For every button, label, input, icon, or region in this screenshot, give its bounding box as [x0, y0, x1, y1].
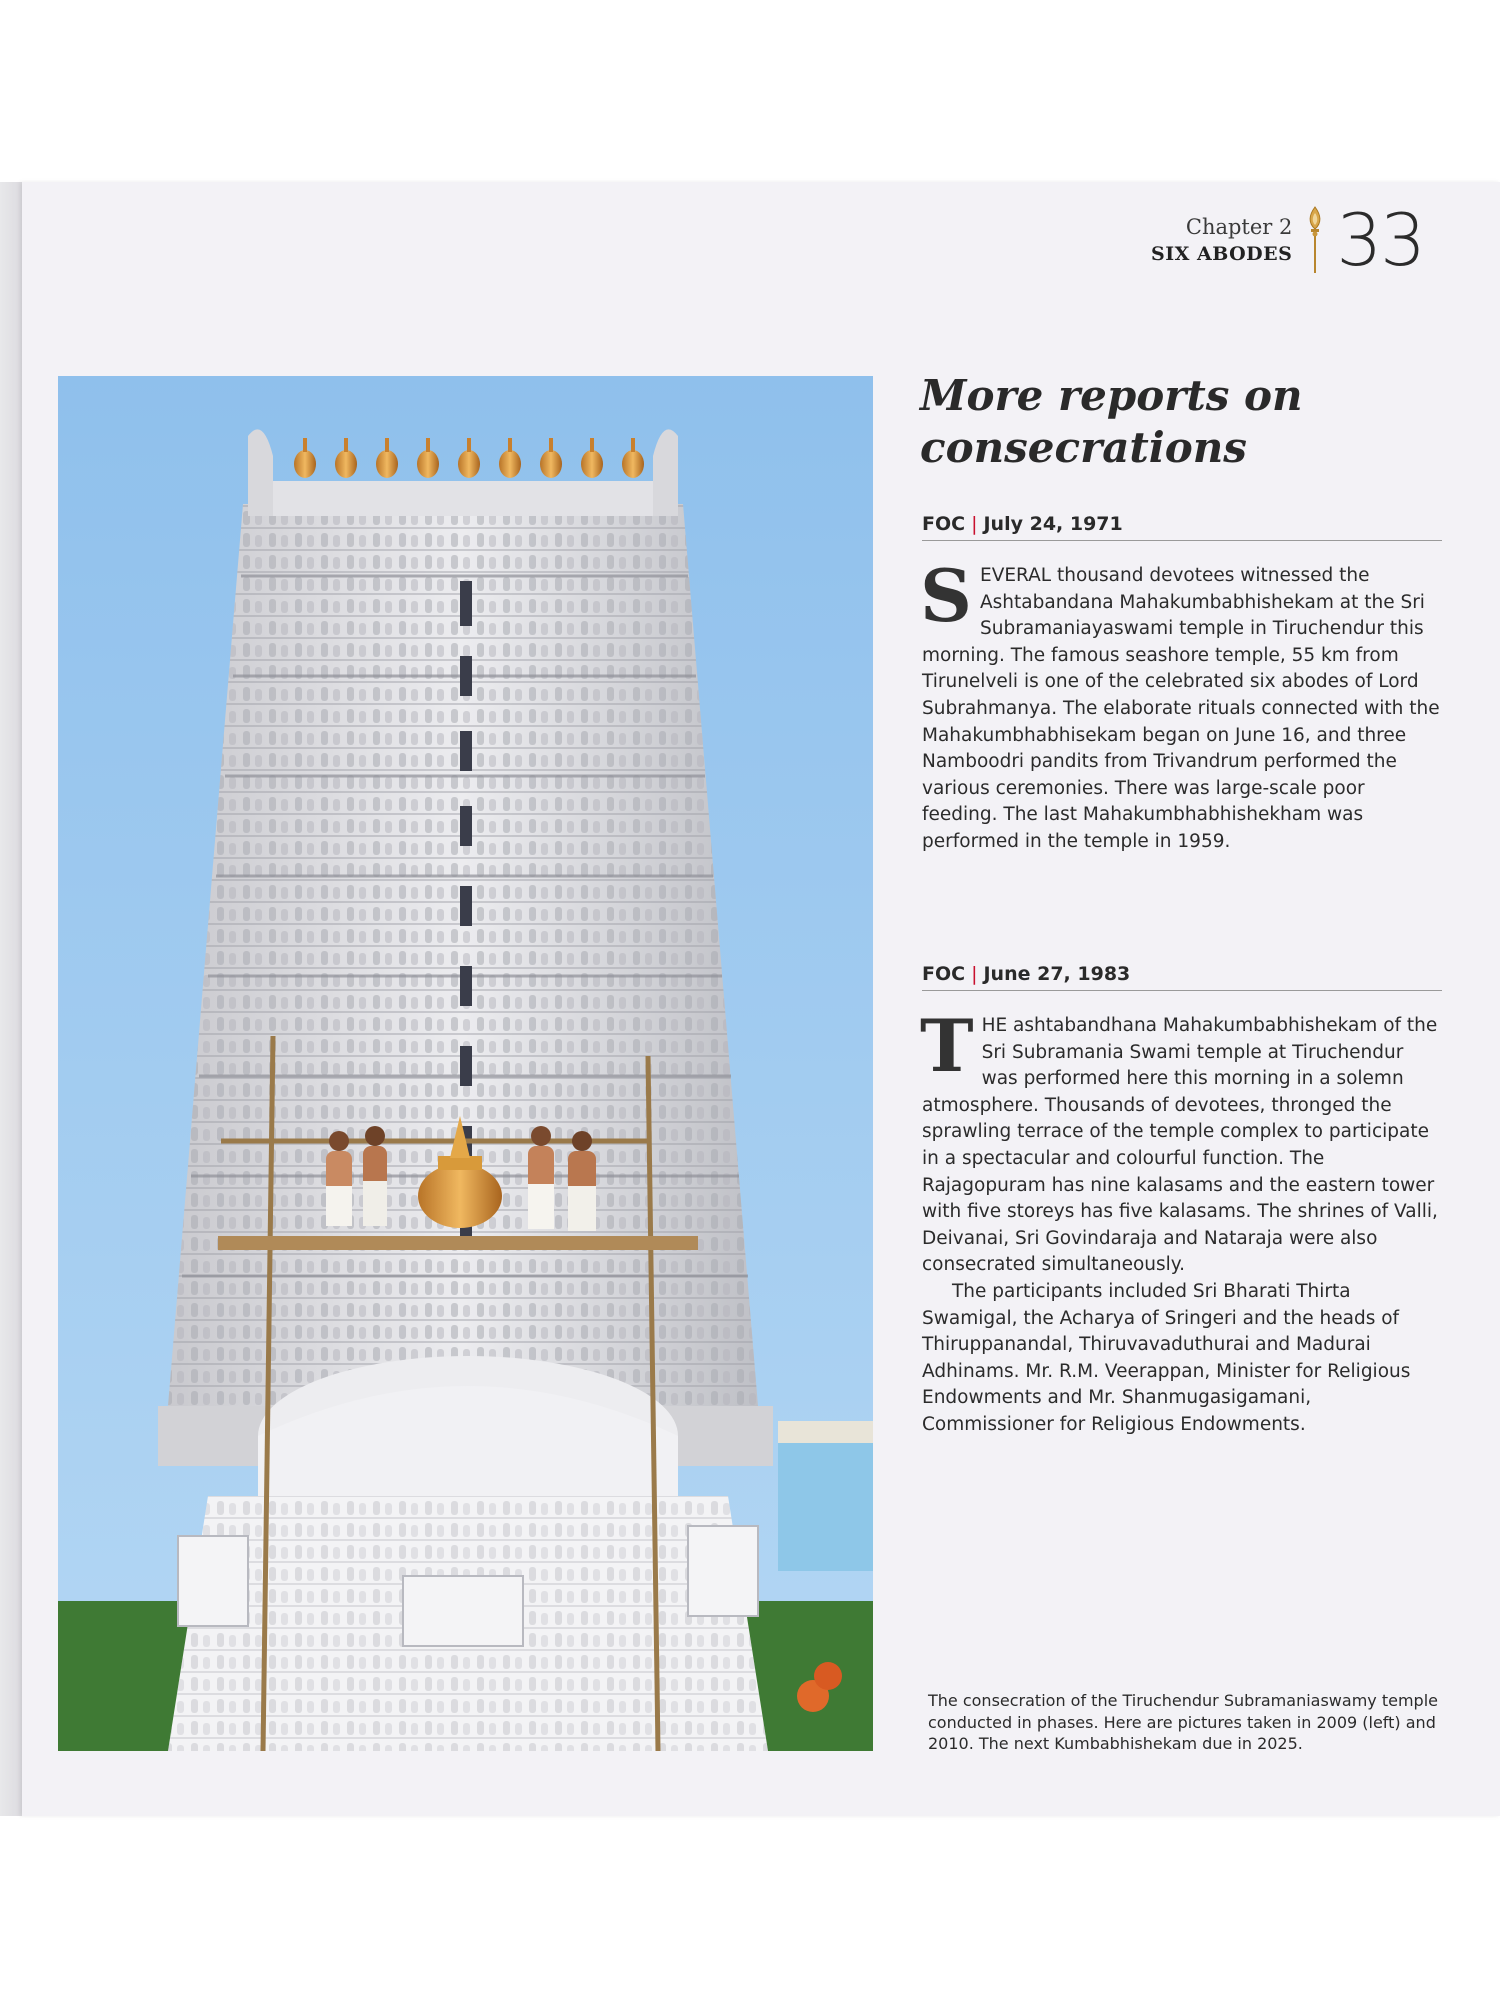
- report-2-paragraph-2: The participants included Sri Bharati Thirta Swamigal, the Acharya of Sringeri and the heads of Thiruppanandal, Thiruvavaduthurai and Madurai Adhinams. Mr. R.M. Veerappan, Minister for Religious Endowments and Mr. Shanmugasigamani, Commissioner for Religious Endowments.: [922, 1280, 1411, 1435]
- temple-gopuram-photo: [58, 376, 873, 1751]
- report-2-body: [920, 1003, 1444, 1439]
- drop-cap: T: [920, 1003, 974, 1088]
- dateline-report-2: [922, 963, 1442, 991]
- running-header: [1151, 198, 1424, 282]
- chapter-label: Chapter 2: [1185, 215, 1293, 239]
- report-1-paragraph: [920, 553, 1444, 856]
- headline-line-1: More reports on: [920, 371, 1303, 420]
- paragraph-text: EVERAL thousand devotees witnessed the Ashtabandana Mahakumbabhishekam at the Sri Subramaniayaswami temple in Tiruchendur this morning. The famous seashore temple, 55 km from Tirunelveli is one of the celebrated six abodes of Lord Subrahmanya. The elaborate rituals connected with the Mahakumbhabhisekam began on June 16, and three Namboodri pandits from Trivandrum performed the various ceremonies. There was large-scale poor feeding. The last Mahakumbhabhishekham was performed in the temple in 1959.: [922, 565, 1440, 852]
- chapter-block: [1151, 213, 1292, 267]
- dateline-date: July 24, 1971: [983, 513, 1123, 535]
- dateline-separator: |: [971, 513, 978, 535]
- section-label: SIX ABODES: [1151, 243, 1293, 265]
- dateline-source: FOC: [922, 963, 966, 985]
- article-headline: [920, 370, 1440, 474]
- page-edge: [0, 182, 22, 1816]
- dateline-separator: |: [971, 963, 978, 985]
- vel-spear-icon: [1304, 205, 1326, 275]
- dateline-date: June 27, 1983: [983, 963, 1131, 985]
- photo-caption: The consecration of the Tiruchendur Subramaniaswamy temple conducted in phases. Here are pictures taken in 2009 (left) and 2010. The next Kumbabhishekam due in 2025.: [928, 1691, 1438, 1753]
- drop-cap: S: [920, 553, 972, 638]
- headline-line-2: consecrations: [920, 423, 1247, 472]
- dateline-report-1: [922, 513, 1442, 541]
- report-2-paragraph-1: [920, 1003, 1444, 1279]
- dateline-source: FOC: [922, 513, 966, 535]
- page-number: 33: [1336, 198, 1424, 282]
- report-1-body: [920, 553, 1444, 856]
- paragraph-text: HE ashtabandhana Mahakumbabhishekam of the Sri Subramania Swami temple at Tiruchendur was performed here this morning in a solemn atmosphere. Thousands of devotees, thronged the sprawling terrace of the temple complex to participate in a spectacular and colourful function. The Rajagopuram has nine kalasams and the eastern tower with five storeys has five kalasams. The shrines of Valli, Deivanai, Sri Govindaraja and Nataraja were also consecrated simultaneously.: [922, 1015, 1438, 1276]
